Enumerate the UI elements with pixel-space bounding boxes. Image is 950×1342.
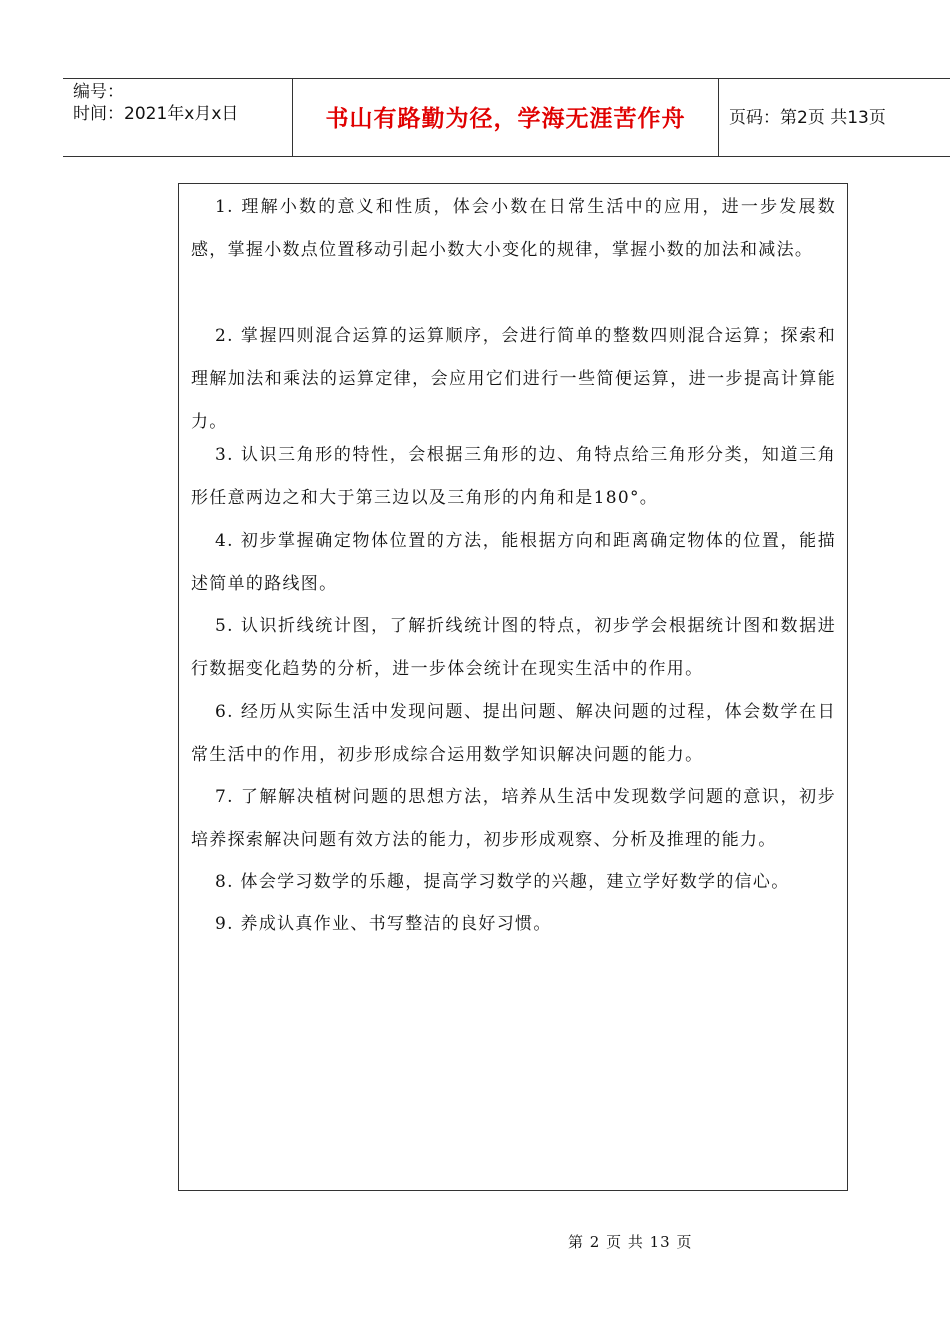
objective-paragraph-6: 6. 经历从实际生活中发现问题、提出问题、解决问题的过程，体会数学在日常生活中的作用，初步形成综合运用数学知识解决问题的能力。 <box>191 702 836 765</box>
document-number-label: 编号： <box>73 82 124 102</box>
document-time-label: 时间：2021年x月x日 <box>73 104 239 124</box>
header-page-number: 页码：第2页 共13页 <box>729 108 886 128</box>
page-footer: 第 2 页 共 13 页 <box>568 1233 693 1251</box>
content-box <box>178 183 848 1191</box>
page-header <box>63 78 950 157</box>
objective-paragraph-2: 2. 掌握四则混合运算的运算顺序，会进行简单的整数四则混合运算；探索和理解加法和乘法的运算定律，会应用它们进行一些简便运算，进一步提高计算能力。 <box>191 326 836 432</box>
header-info-cell <box>63 79 293 156</box>
objective-paragraph-4: 4. 初步掌握确定物体位置的方法，能根据方向和距离确定物体的位置，能描述简单的路线图。 <box>191 531 836 594</box>
header-motto-cell <box>293 79 719 156</box>
objective-paragraph-7: 7. 了解解决植树问题的思想方法，培养从生活中发现数学问题的意识，初步培养探索解决问题有效方法的能力，初步形成观察、分析及推理的能力。 <box>191 787 836 850</box>
header-motto: 书山有路勤为径，学海无涯苦作舟 <box>325 106 686 132</box>
objective-paragraph-8: 8. 体会学习数学的乐趣，提高学习数学的兴趣，建立学好数学的信心。 <box>215 872 790 892</box>
header-page-cell <box>719 79 950 156</box>
objective-paragraph-9: 9. 养成认真作业、书写整洁的良好习惯。 <box>215 914 552 934</box>
objective-paragraph-1: 1. 理解小数的意义和性质，体会小数在日常生活中的应用，进一步发展数感，掌握小数点位置移动引起小数大小变化的规律，掌握小数的加法和减法。 <box>191 197 836 260</box>
objective-paragraph-5: 5. 认识折线统计图，了解折线统计图的特点，初步学会根据统计图和数据进行数据变化趋势的分析，进一步体会统计在现实生活中的作用。 <box>191 616 836 679</box>
objective-paragraph-3: 3. 认识三角形的特性，会根据三角形的边、角特点给三角形分类，知道三角形任意两边之和大于第三边以及三角形的内角和是180°。 <box>191 445 836 508</box>
